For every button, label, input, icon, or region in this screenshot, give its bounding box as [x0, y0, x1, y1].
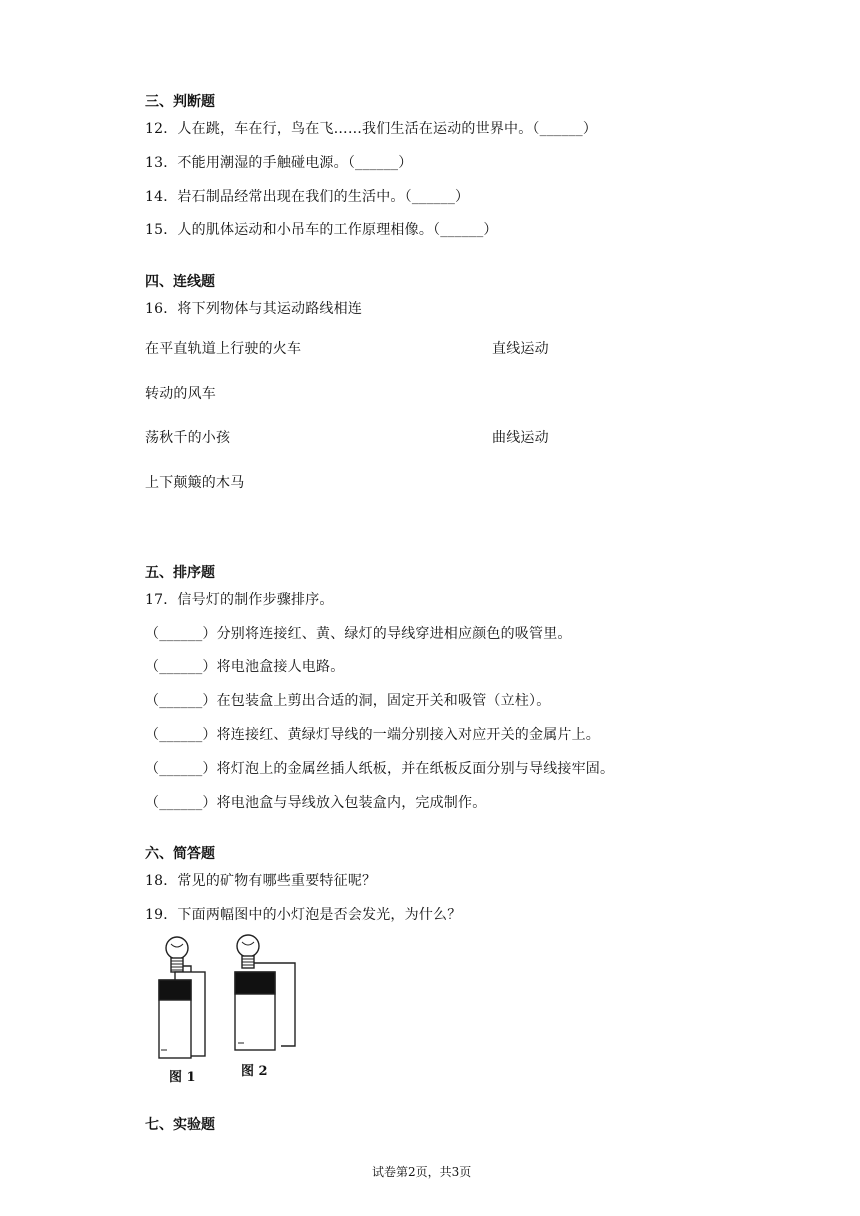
figure-2-label: 图 2 [241, 1064, 268, 1079]
matching-left-item: 上下颠簸的木马 [145, 475, 245, 491]
section-heading-judge: 三、判断题 [145, 94, 215, 110]
figure-1-label: 图 1 [169, 1070, 196, 1085]
ordering-step: （______）分别将连接红、黄、绿灯的导线穿进相应颜色的吸管里。 [145, 626, 572, 642]
question-18: 18．常见的矿物有哪些重要特征呢？ [145, 873, 377, 889]
question-16: 16．将下列物体与其运动路线相连 [145, 301, 363, 317]
question-13: 13．不能用潮湿的手触碰电源。（______） [145, 155, 413, 171]
ordering-step: （______）将连接红、黄绿灯导线的一端分别接入对应开关的金属片上。 [145, 727, 600, 743]
circuit-figure [145, 930, 305, 1090]
question-12: 12．人在跳，车在行，鸟在飞……我们生活在运动的世界中。（______） [145, 121, 598, 137]
matching-left-item: 在平直轨道上行驶的火车 [145, 341, 302, 357]
section-heading-ordering: 五、排序题 [145, 565, 215, 581]
matching-right-item: 直线运动 [492, 341, 549, 357]
ordering-step: （______）将电池盒接人电路。 [145, 659, 345, 675]
section-heading-experiment: 七、实验题 [145, 1117, 215, 1133]
matching-left-item: 荡秋千的小孩 [145, 430, 231, 446]
matching-left-item: 转动的风车 [145, 386, 216, 402]
ordering-step: （______）在包装盒上剪出合适的洞，固定开关和吸管（立柱）。 [145, 693, 551, 709]
section-heading-short-answer: 六、简答题 [145, 846, 215, 862]
question-17: 17．信号灯的制作步骤排序。 [145, 592, 334, 608]
matching-right-item: 曲线运动 [492, 430, 549, 446]
page-footer: 试卷第2页，共3页 [372, 1165, 472, 1179]
ordering-step: （______）将电池盒与导线放入包装盒内，完成制作。 [145, 795, 487, 811]
question-19: 19．下面两幅图中的小灯泡是否会发光，为什么？ [145, 907, 462, 923]
circuit-figure-1 [159, 937, 205, 1058]
question-14: 14．岩石制品经常出现在我们的生活中。（______） [145, 189, 470, 205]
question-15: 15．人的肌体运动和小吊车的工作原理相像。（______） [145, 222, 498, 238]
circuit-figure-2 [235, 935, 295, 1050]
ordering-step: （______）将灯泡上的金属丝插人纸板，并在纸板反面分别与导线接牢固。 [145, 761, 615, 777]
section-heading-matching: 四、连线题 [145, 274, 215, 290]
